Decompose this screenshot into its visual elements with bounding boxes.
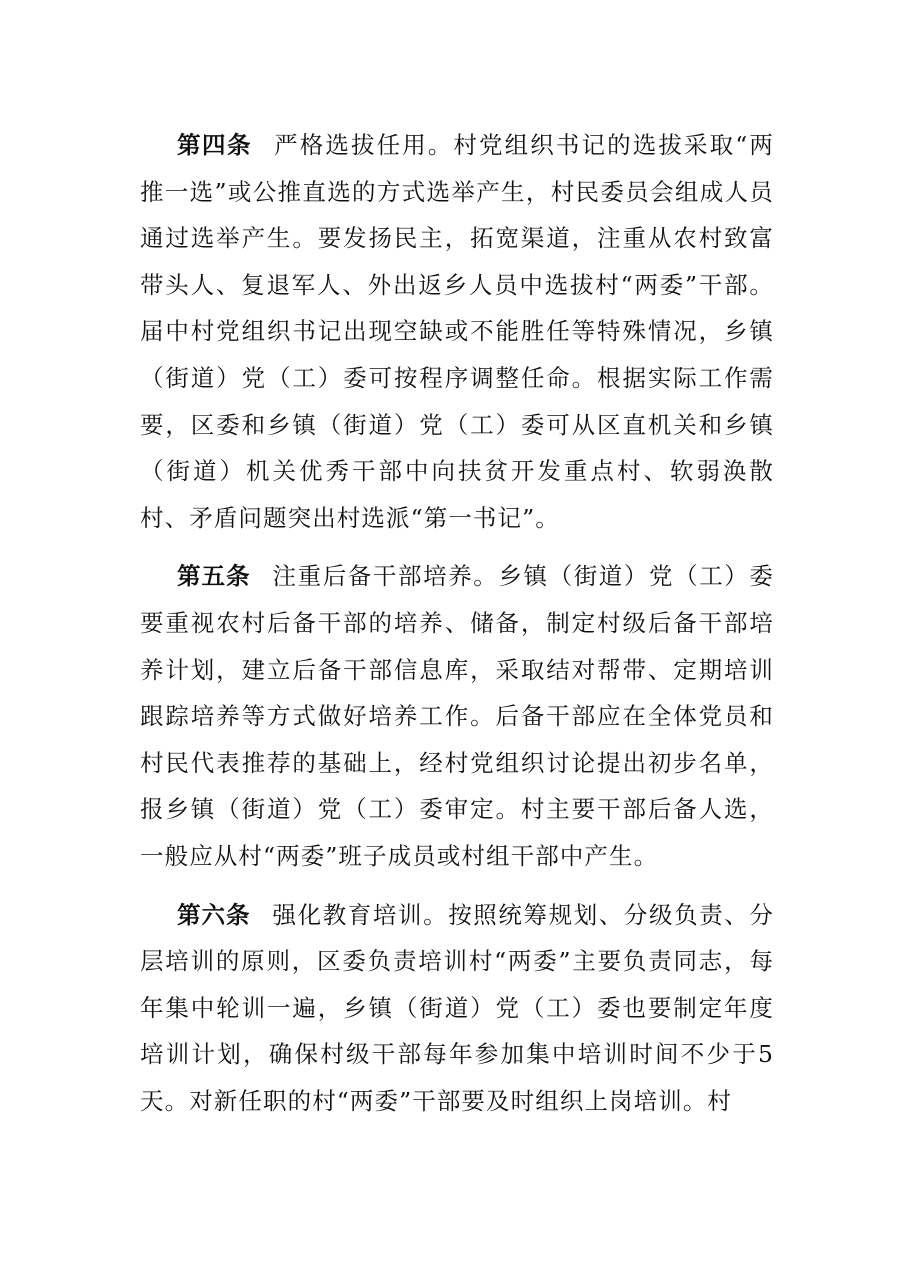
article-5 — [140, 553, 774, 879]
article-4-label: 第四条 — [177, 131, 253, 159]
article-5-label: 第五条 — [177, 562, 251, 591]
article-4-text: 严格选拔任用。村党组织书记的选拔采取“两推一选”或公推直选的方式选举产生，村民委员会组成人员通过选举产生。要发扬民主，拓宽渠道，注重从农村致富带头人、复退军人、外出返乡人员中选拔村“两委”干部。届中村党组织书记出现空缺或不能胜任等特殊情况，乡镇（街道）党（工）委可按程序调整任命。根据实际工作需要，区委和乡镇（街道）党（工）委可从区直机关和乡镇（街道）机关优秀干部中向扶贫开发重点村、软弱涣散村、矛盾问题突出村选派“第一书记”。 — [140, 131, 775, 532]
article-5-text: 注重后备干部培养。乡镇（街道）党（工）委要重视农村后备干部的培养、储备，制定村级后备干部培养计划，建立后备干部信息库，采取结对帮带、定期培训跟踪培养等方式做好培养工作。后备干部应在全体党员和村民代表推荐的基础上，经村党组织讨论提出初步名单，报乡镇（街道）党（工）委审定。村主要干部后备人选，一般应从村“两委”班子成员或村组干部中产生。 — [140, 562, 774, 870]
article-6-label: 第六条 — [177, 900, 251, 929]
article-4 — [140, 122, 774, 541]
article-6-text: 强化教育培训。按照统筹规划、分级负责、分层培训的原则，区委负责培训村“两委”主要负责同志，每年集中轮训一遍，乡镇（街道）党（工）委也要制定年度培训计划，确保村级干部每年参加集中培训时间不少于5天。对新任职的村“两委”干部要及时组织上岗培训。村 — [140, 900, 774, 1115]
document-body — [140, 122, 774, 1136]
article-6 — [140, 892, 774, 1125]
